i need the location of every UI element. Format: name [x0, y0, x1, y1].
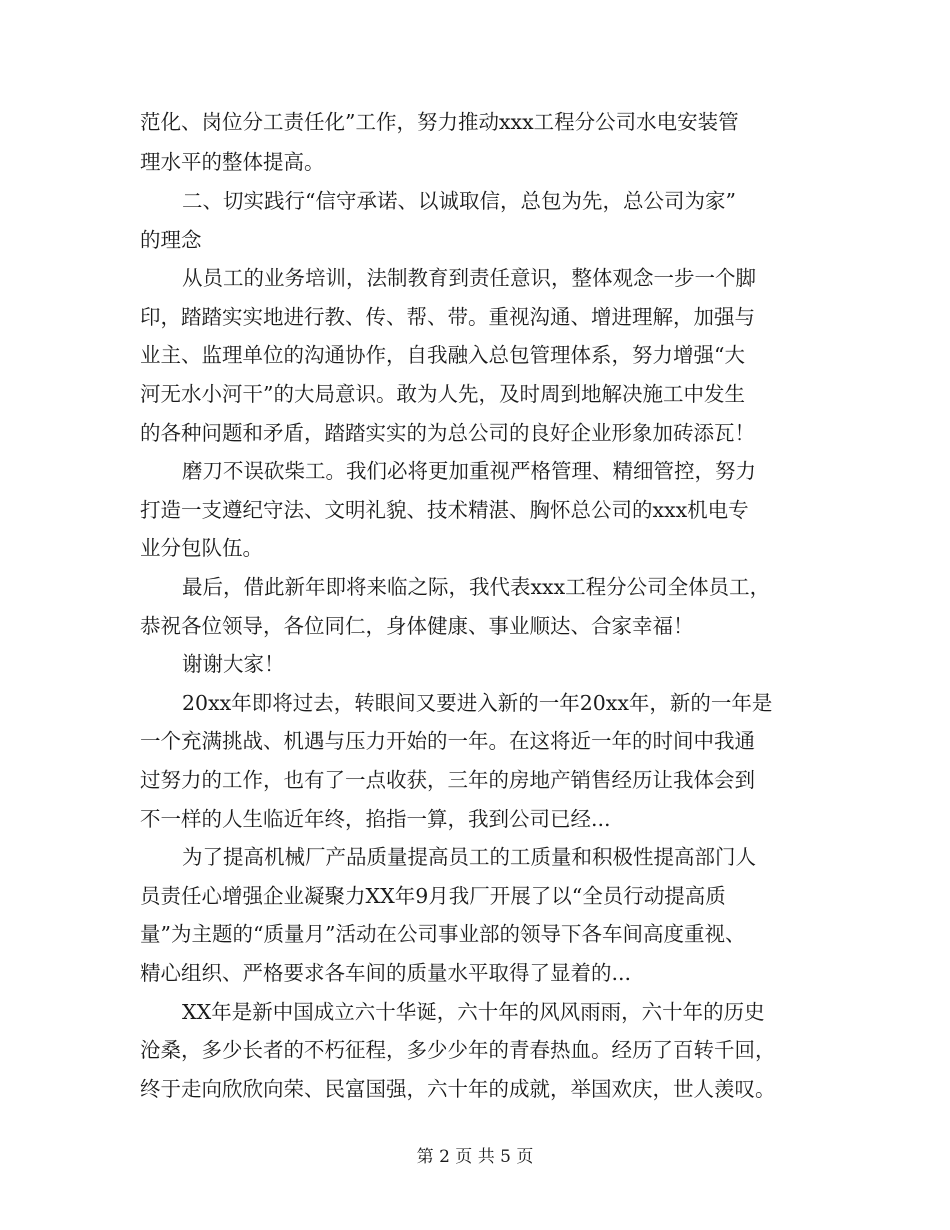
page-number: 第 2 页 共 5 页	[416, 1147, 534, 1167]
text-line: XX年是新中国成立六十华诞，六十年的风风雨雨，六十年的历史	[182, 1000, 765, 1024]
text-line: 员责任心增强企业凝聚力XX年9月我厂开展了以“全员行动提高质	[140, 884, 726, 908]
text-line: 过努力的工作，也有了一点收获，三年的房地产销售经历让我体会到	[140, 768, 755, 792]
text-line: 恭祝各位领导，各位同仁，身体健康、事业顺达、合家幸福！	[140, 614, 694, 638]
text-line: 量”为主题的“质量月”活动在公司事业部的领导下各车间高度重视、	[140, 922, 746, 946]
text-line: 磨刀不误砍柴工。我们必将更加重视严格管理、精细管控，努力	[182, 459, 756, 483]
text-line: 20xx年即将过去，转眼间又要进入新的一年20xx年，新的一年是	[182, 691, 773, 715]
text-line: 业主、监理单位的沟通协作，自我融入总包管理体系，努力增强“大	[140, 343, 745, 367]
text-line: 最后，借此新年即将来临之际，我代表xxx工程分公司全体员工，	[182, 575, 771, 599]
text-line: 为了提高机械厂产品质量提高员工的工质量和积极性提高部门人	[182, 845, 756, 869]
text-line: 理水平的整体提高。	[140, 150, 325, 174]
section-heading: 二、切实践行“信守承诺、以诚取信，总包为先，总公司为家”	[182, 189, 736, 213]
text-line: 业分包队伍。	[140, 536, 263, 560]
text-line: 精心组织、严格要求各车间的质量水平取得了显着的...	[140, 961, 632, 985]
text-line: 从员工的业务培训，法制教育到责任意识，整体观念一步一个脚	[182, 266, 756, 290]
text-line: 的各种问题和矛盾，踏踏实实的为总公司的良好企业形象加砖添瓦！	[140, 421, 755, 445]
text-line: 谢谢大家！	[182, 652, 285, 676]
text-line: 河无水小河干”的大局意识。敢为人先，及时周到地解决施工中发生	[140, 382, 745, 406]
section-heading: 的理念	[140, 228, 202, 252]
text-line: 不一样的人生临近年终，掐指一算，我到公司已经...	[140, 807, 611, 831]
text-line: 印，踏踏实实地进行教、传、帮、带。重视沟通、增进理解，加强与	[140, 305, 755, 329]
text-line: 一个充满挑战、机遇与压力开始的一年。在这将近一年的时间中我通	[140, 729, 755, 753]
text-line: 沧桑，多少长者的不朽征程，多少少年的青春热血。经历了百转千回，	[140, 1038, 776, 1062]
text-line: 终于走向欣欣向荣、民富国强，六十年的成就，举国欢庆，世人羡叹。	[140, 1077, 776, 1101]
text-line: 范化、岗位分工责任化”工作，努力推动xxx工程分公司水电安装管	[140, 110, 739, 134]
text-line: 打造一支遵纪守法、文明礼貌、技术精湛、胸怀总公司的xxx机电专	[140, 498, 749, 522]
